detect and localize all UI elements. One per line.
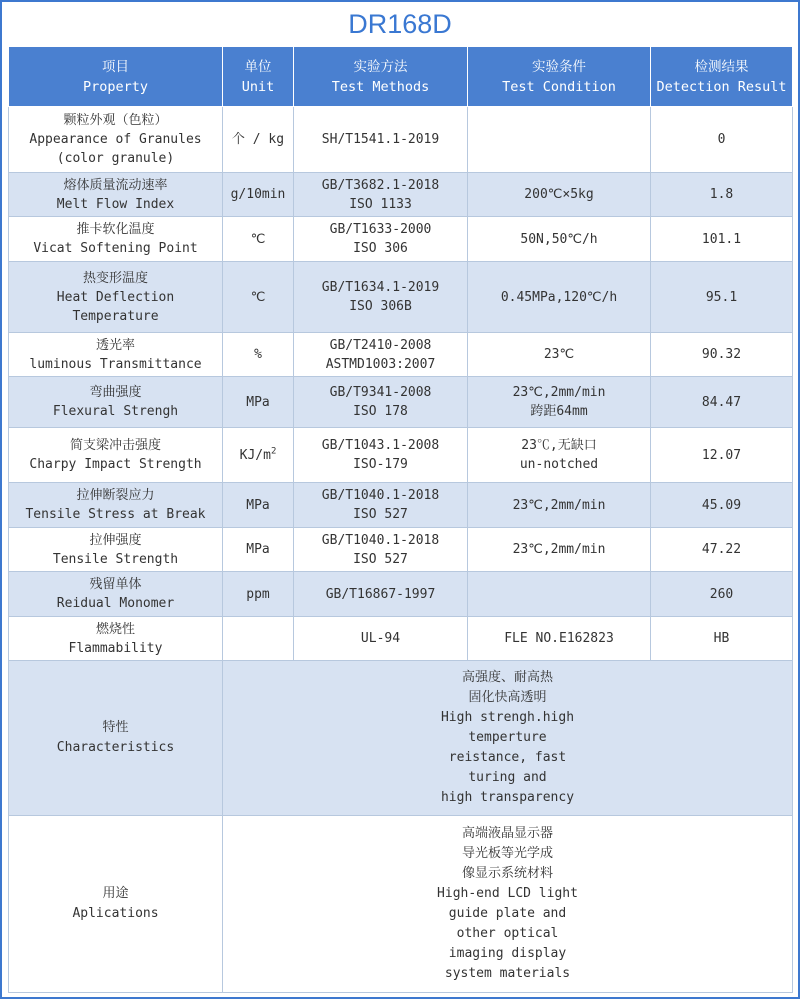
condition-cell: 23℃,无缺口 un-notched xyxy=(468,428,651,483)
property-cell: 残留单体 Reidual Monomer xyxy=(9,572,223,617)
unit-cell: MPa xyxy=(223,377,294,428)
method-cell: GB/T1634.1-2019 ISO 306B xyxy=(294,262,468,333)
condition-cell xyxy=(468,572,651,617)
header-test-methods: 实验方法 Test Methods xyxy=(294,47,468,107)
header-unit: 单位 Unit xyxy=(223,47,294,107)
table-row xyxy=(9,483,793,528)
method-cell: GB/T1040.1-2018 ISO 527 xyxy=(294,483,468,528)
applications-text: 高端液晶显示器 导光板等光学成 像显示系统材料 High-end LCD light guide plate and other optical imaging display system materials xyxy=(223,816,793,993)
method-cell: GB/T1633-2000 ISO 306 xyxy=(294,217,468,262)
unit-cell: MPa xyxy=(223,528,294,572)
method-cell: GB/T1043.1-2008 ISO-179 xyxy=(294,428,468,483)
property-cell: 拉伸强度 Tensile Strength xyxy=(9,528,223,572)
unit-cell: ℃ xyxy=(223,217,294,262)
result-cell: 12.07 xyxy=(651,428,793,483)
condition-cell: 23℃,2mm/min xyxy=(468,528,651,572)
result-cell: 0 xyxy=(651,107,793,173)
condition-cell: 0.45MPa,120℃/h xyxy=(468,262,651,333)
property-cell: 热变形温度 Heat Deflection Temperature xyxy=(9,262,223,333)
applications-row xyxy=(9,816,793,993)
characteristics-label: 特性 Characteristics xyxy=(9,661,223,816)
unit-cell: g/10min xyxy=(223,173,294,217)
table-row xyxy=(9,617,793,661)
table-row xyxy=(9,333,793,377)
result-cell: 47.22 xyxy=(651,528,793,572)
property-table xyxy=(8,46,793,993)
characteristics-row xyxy=(9,661,793,816)
unit-cell: % xyxy=(223,333,294,377)
condition-cell xyxy=(468,107,651,173)
property-cell: 拉伸断裂应力 Tensile Stress at Break xyxy=(9,483,223,528)
condition-cell: 23℃,2mm/min 跨距64mm xyxy=(468,377,651,428)
unit-cell: ppm xyxy=(223,572,294,617)
result-cell: 90.32 xyxy=(651,333,793,377)
condition-cell: 50N,50℃/h xyxy=(468,217,651,262)
result-cell: 260 xyxy=(651,572,793,617)
condition-cell: 23℃,2mm/min xyxy=(468,483,651,528)
table-row xyxy=(9,217,793,262)
method-cell: GB/T16867-1997 xyxy=(294,572,468,617)
header-property: 项目 Property xyxy=(9,47,223,107)
method-cell: SH/T1541.1-2019 xyxy=(294,107,468,173)
unit-cell: $KJ/m^2$ xyxy=(223,428,294,483)
property-cell: 推卡软化温度 Vicat Softening Point xyxy=(9,217,223,262)
property-cell: 燃烧性 Flammability xyxy=(9,617,223,661)
header-detection-result: 检测结果 Detection Result xyxy=(651,47,793,107)
condition-cell: 200℃×5kg xyxy=(468,173,651,217)
condition-cell: FLE NO.E162823 xyxy=(468,617,651,661)
result-cell: 45.09 xyxy=(651,483,793,528)
method-cell: GB/T9341-2008 ISO 178 xyxy=(294,377,468,428)
method-cell: UL-94 xyxy=(294,617,468,661)
unit-cell: MPa xyxy=(223,483,294,528)
table-row xyxy=(9,528,793,572)
property-cell: 弯曲强度 Flexural Strengh xyxy=(9,377,223,428)
unit-cell: ℃ xyxy=(223,262,294,333)
table-row xyxy=(9,428,793,483)
product-title: DR168D xyxy=(348,8,452,39)
header-row xyxy=(9,47,793,107)
table-row xyxy=(9,572,793,617)
result-cell: 101.1 xyxy=(651,217,793,262)
characteristics-text: 高强度、耐高热 固化快高透明 High strengh.high temperture reistance, fast turing and high transparency xyxy=(223,661,793,816)
method-cell: GB/T2410-2008 ASTMD1003:2007 xyxy=(294,333,468,377)
table-row xyxy=(9,262,793,333)
table-row xyxy=(9,107,793,173)
table-row xyxy=(9,173,793,217)
property-cell: 熔体质量流动速率 Melt Flow Index xyxy=(9,173,223,217)
property-cell: 简支梁冲击强度 Charpy Impact Strength xyxy=(9,428,223,483)
method-cell: GB/T1040.1-2018 ISO 527 xyxy=(294,528,468,572)
unit-cell xyxy=(223,617,294,661)
table-row xyxy=(9,377,793,428)
header-test-condition: 实验条件 Test Condition xyxy=(468,47,651,107)
property-cell: 透光率 luminous Transmittance xyxy=(9,333,223,377)
result-cell: HB xyxy=(651,617,793,661)
result-cell: 84.47 xyxy=(651,377,793,428)
unit-cell: 个 / kg xyxy=(223,107,294,173)
property-cell: 颗粒外观（色粒） Appearance of Granules (color granule) xyxy=(9,107,223,173)
result-cell: 1.8 xyxy=(651,173,793,217)
condition-cell: 23℃ xyxy=(468,333,651,377)
result-cell: 95.1 xyxy=(651,262,793,333)
method-cell: GB/T3682.1-2018 ISO 1133 xyxy=(294,173,468,217)
applications-label: 用途 Aplications xyxy=(9,816,223,993)
